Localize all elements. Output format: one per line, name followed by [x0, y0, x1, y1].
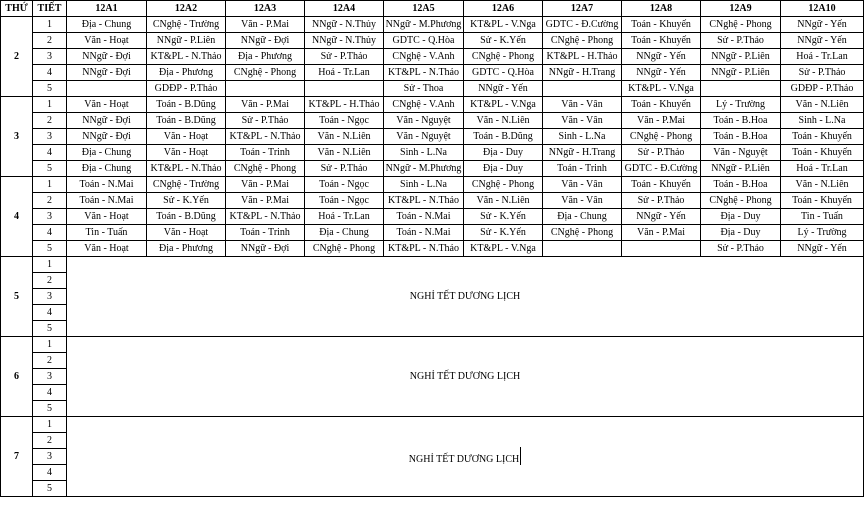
lesson-cell — [622, 241, 701, 257]
lesson-cell: NNgữ - H.Trang — [543, 145, 622, 161]
period-number: 4 — [33, 65, 67, 81]
lesson-cell: NNgữ - Đợi — [67, 65, 147, 81]
lesson-cell: Toán - N.Mai — [67, 177, 147, 193]
lesson-cell: Tin - Tuấn — [67, 225, 147, 241]
period-number: 3 — [33, 49, 67, 65]
lesson-cell: Sử - K.Yến — [464, 209, 543, 225]
lesson-cell: Văn - Hoạt — [67, 241, 147, 257]
period-number: 5 — [33, 401, 67, 417]
lesson-cell: Hoá - Tr.Lan — [305, 209, 384, 225]
table-row — [1, 225, 864, 241]
lesson-cell: KT&PL - H.Thảo — [305, 97, 384, 113]
lesson-cell: NNgữ - N.Thủy — [305, 17, 384, 33]
lesson-cell: Địa - Phương — [147, 65, 226, 81]
table-row — [1, 113, 864, 129]
period-number: 1 — [33, 417, 67, 433]
table-row — [1, 65, 864, 81]
table-row — [1, 177, 864, 193]
period-number: 2 — [33, 433, 67, 449]
lesson-cell: CNghệ - V.Anh — [384, 97, 464, 113]
period-number: 4 — [33, 145, 67, 161]
period-number: 3 — [33, 449, 67, 465]
day-label: 2 — [1, 17, 33, 97]
lesson-cell: CNghệ - Phong — [622, 129, 701, 145]
lesson-cell: Toán - Ngọc — [305, 177, 384, 193]
lesson-cell: Toán - N.Mai — [384, 209, 464, 225]
table-row — [1, 209, 864, 225]
lesson-cell: Toán - B.Dũng — [464, 129, 543, 145]
lesson-cell: CNghệ - Phong — [464, 49, 543, 65]
lesson-cell: Văn - Vân — [543, 193, 622, 209]
lesson-cell: KT&PL - N.Thảo — [384, 241, 464, 257]
period-number: 5 — [33, 161, 67, 177]
lesson-cell: CNghệ - Trường — [147, 177, 226, 193]
lesson-cell: NNgữ - Yến — [622, 49, 701, 65]
lesson-cell: CNghệ - Phong — [226, 65, 305, 81]
class-header: 12A3 — [226, 1, 305, 17]
lesson-cell: Toán - Trinh — [226, 145, 305, 161]
day-label: 5 — [1, 257, 33, 337]
day-label: 3 — [1, 97, 33, 177]
table-row — [1, 17, 864, 33]
lesson-cell: NNgữ - M.Phương — [384, 17, 464, 33]
lesson-cell: CNghệ - Phong — [226, 161, 305, 177]
lesson-cell: Toán - Ngọc — [305, 113, 384, 129]
lesson-cell: Văn - Hoạt — [67, 33, 147, 49]
lesson-cell: GDTC - Đ.Cường — [543, 17, 622, 33]
lesson-cell: Sinh - L.Na — [781, 113, 864, 129]
table-row — [1, 81, 864, 97]
lesson-cell: NNgữ - Yến — [781, 17, 864, 33]
class-header: 12A4 — [305, 1, 384, 17]
lesson-cell: Sử - Thoa — [384, 81, 464, 97]
lesson-cell: Văn - Hoạt — [147, 225, 226, 241]
lesson-cell: Sử - P.Thảo — [622, 193, 701, 209]
table-row — [1, 97, 864, 113]
lesson-cell: Văn - Hoạt — [67, 97, 147, 113]
lesson-cell: Lý - Trường — [781, 225, 864, 241]
lesson-cell: Sử - P.Thảo — [226, 113, 305, 129]
lesson-cell: Văn - P.Mai — [226, 17, 305, 33]
lesson-cell: KT&PL - N.Thảo — [384, 65, 464, 81]
lesson-cell: Sinh - L.Na — [543, 129, 622, 145]
class-header: 12A6 — [464, 1, 543, 17]
class-header: 12A10 — [781, 1, 864, 17]
lesson-cell: Toán - Khuyến — [622, 177, 701, 193]
lesson-cell: Toán - B.Hoa — [701, 113, 781, 129]
lesson-cell: Toán - Khuyến — [622, 33, 701, 49]
lesson-cell: Văn - Nguyệt — [384, 129, 464, 145]
lesson-cell: Toán - Khuyến — [622, 17, 701, 33]
lesson-cell: Sử - P.Thảo — [305, 49, 384, 65]
period-number: 3 — [33, 369, 67, 385]
class-header: 12A1 — [67, 1, 147, 17]
lesson-cell — [543, 241, 622, 257]
lesson-cell: Văn - N.Liên — [464, 193, 543, 209]
text-cursor — [520, 447, 521, 465]
period-number: 4 — [33, 305, 67, 321]
period-number: 1 — [33, 97, 67, 113]
header-row — [1, 1, 864, 17]
period-number: 3 — [33, 209, 67, 225]
period-number: 1 — [33, 257, 67, 273]
lesson-cell: NNgữ - Đợi — [67, 129, 147, 145]
lesson-cell: Văn - Hoạt — [147, 129, 226, 145]
lesson-cell: Địa - Chung — [67, 17, 147, 33]
lesson-cell: CNghệ - Phong — [543, 33, 622, 49]
lesson-cell: NNgữ - P.Liên — [701, 49, 781, 65]
timetable-body — [1, 17, 864, 497]
lesson-cell: Văn - P.Mai — [226, 97, 305, 113]
lesson-cell: Sử - P.Thảo — [781, 65, 864, 81]
lesson-cell: Hoá - Tr.Lan — [781, 161, 864, 177]
lesson-cell: Địa - Duy — [464, 161, 543, 177]
lesson-cell: NNgữ - Đợi — [67, 49, 147, 65]
lesson-cell: NNgữ - H.Trang — [543, 65, 622, 81]
period-number: 2 — [33, 33, 67, 49]
lesson-cell — [305, 81, 384, 97]
table-row — [1, 193, 864, 209]
lesson-cell: Văn - N.Liên — [781, 177, 864, 193]
lesson-cell: Toán - Khuyến — [781, 193, 864, 209]
holiday-notice — [67, 257, 864, 337]
lesson-cell: Văn - Vân — [543, 97, 622, 113]
lesson-cell: Địa - Chung — [305, 225, 384, 241]
lesson-cell: Toán - B.Hoa — [701, 129, 781, 145]
lesson-cell: Toán - B.Hoa — [701, 177, 781, 193]
lesson-cell: NNgữ - Yến — [464, 81, 543, 97]
table-row — [1, 337, 864, 353]
lesson-cell: NNgữ - Yến — [781, 33, 864, 49]
lesson-cell: Văn - Nguyệt — [384, 113, 464, 129]
table-row — [1, 241, 864, 257]
period-number: 5 — [33, 321, 67, 337]
holiday-text: NGHỈ TẾT DƯƠNG LỊCH — [409, 291, 521, 302]
lesson-cell: CNghệ - Phong — [305, 241, 384, 257]
lesson-cell: KT&PL - V.Nga — [464, 97, 543, 113]
lesson-cell — [543, 81, 622, 97]
lesson-cell: Văn - N.Liên — [305, 129, 384, 145]
lesson-cell: Hoá - Tr.Lan — [305, 65, 384, 81]
period-number: 5 — [33, 81, 67, 97]
lesson-cell: Sử - P.Thảo — [305, 161, 384, 177]
lesson-cell: KT&PL - N.Thảo — [226, 129, 305, 145]
lesson-cell: Văn - P.Mai — [622, 113, 701, 129]
lesson-cell: CNghệ - Trường — [147, 17, 226, 33]
lesson-cell: CNghệ - Phong — [543, 225, 622, 241]
lesson-cell: Địa - Phương — [226, 49, 305, 65]
lesson-cell: Sử - K.Yến — [147, 193, 226, 209]
period-number: 1 — [33, 177, 67, 193]
lesson-cell: Văn - Hoạt — [147, 145, 226, 161]
period-number: 3 — [33, 129, 67, 145]
lesson-cell: KT&PL - N.Thảo — [147, 49, 226, 65]
lesson-cell: Văn - Vân — [543, 177, 622, 193]
period-number: 2 — [33, 273, 67, 289]
lesson-cell: Toán - Trinh — [543, 161, 622, 177]
lesson-cell: GDĐP - P.Thảo — [147, 81, 226, 97]
period-number: 5 — [33, 241, 67, 257]
table-row — [1, 161, 864, 177]
lesson-cell: Văn - N.Liên — [464, 113, 543, 129]
lesson-cell: Toán - Trinh — [226, 225, 305, 241]
lesson-cell: Địa - Duy — [464, 145, 543, 161]
lesson-cell — [701, 81, 781, 97]
lesson-cell: KT&PL - N.Thảo — [147, 161, 226, 177]
lesson-cell: Sử - P.Thảo — [701, 33, 781, 49]
lesson-cell: Địa - Chung — [543, 209, 622, 225]
table-row — [1, 33, 864, 49]
lesson-cell: Sử - K.Yến — [464, 225, 543, 241]
lesson-cell: Sinh - L.Na — [384, 145, 464, 161]
lesson-cell: KT&PL - N.Thảo — [384, 193, 464, 209]
lesson-cell: CNghệ - Phong — [464, 177, 543, 193]
holiday-text: NGHỈ TẾT DƯƠNG LỊCH — [409, 371, 521, 382]
class-header: 12A5 — [384, 1, 464, 17]
class-header: 12A7 — [543, 1, 622, 17]
day-label: 7 — [1, 417, 33, 497]
table-row — [1, 49, 864, 65]
lesson-cell: KT&PL - V.Nga — [622, 81, 701, 97]
lesson-cell: Toán - Khuyến — [781, 145, 864, 161]
lesson-cell: NNgữ - Yến — [622, 209, 701, 225]
lesson-cell: Sử - K.Yến — [464, 33, 543, 49]
lesson-cell: Văn - P.Mai — [226, 193, 305, 209]
lesson-cell: Sử - P.Thảo — [701, 241, 781, 257]
lesson-cell: Toán - N.Mai — [384, 225, 464, 241]
period-number: 4 — [33, 385, 67, 401]
table-row — [1, 145, 864, 161]
lesson-cell: Toán - Khuyến — [622, 97, 701, 113]
holiday-notice — [67, 417, 864, 497]
lesson-cell: Toán - N.Mai — [67, 193, 147, 209]
lesson-cell: KT&PL - N.Thảo — [226, 209, 305, 225]
class-header: 12A2 — [147, 1, 226, 17]
lesson-cell: GDTC - Đ.Cường — [622, 161, 701, 177]
lesson-cell: NNgữ - P.Liên — [701, 161, 781, 177]
lesson-cell: Tin - Tuấn — [781, 209, 864, 225]
holiday-text: NGHỈ TẾT DƯƠNG LỊCH — [408, 453, 520, 465]
day-column-header: THỨ — [1, 1, 33, 17]
lesson-cell: GDTC - Q.Hòa — [464, 65, 543, 81]
lesson-cell: NNgữ - Yến — [622, 65, 701, 81]
period-number: 4 — [33, 225, 67, 241]
lesson-cell: NNgữ - M.Phương — [384, 161, 464, 177]
holiday-notice — [67, 337, 864, 417]
lesson-cell: Địa - Phương — [147, 241, 226, 257]
lesson-cell: GDĐP - P.Thảo — [781, 81, 864, 97]
lesson-cell: NNgữ - Đợi — [226, 33, 305, 49]
lesson-cell: Văn - P.Mai — [622, 225, 701, 241]
lesson-cell: KT&PL - V.Nga — [464, 17, 543, 33]
period-column-header: TIẾT — [33, 1, 67, 17]
table-row — [1, 417, 864, 433]
lesson-cell: CNghệ - V.Anh — [384, 49, 464, 65]
lesson-cell — [67, 81, 147, 97]
lesson-cell — [226, 81, 305, 97]
lesson-cell: Văn - Hoạt — [67, 209, 147, 225]
lesson-cell: Toán - Khuyến — [781, 129, 864, 145]
lesson-cell: CNghệ - Phong — [701, 17, 781, 33]
period-number: 4 — [33, 465, 67, 481]
lesson-cell: Văn - Nguyệt — [701, 145, 781, 161]
table-row — [1, 129, 864, 145]
lesson-cell: GDTC - Q.Hòa — [384, 33, 464, 49]
lesson-cell: Văn - Vân — [543, 113, 622, 129]
lesson-cell: Sử - P.Thảo — [622, 145, 701, 161]
period-number: 5 — [33, 481, 67, 497]
lesson-cell: NNgữ - Đợi — [226, 241, 305, 257]
period-number: 2 — [33, 193, 67, 209]
lesson-cell: Văn - P.Mai — [226, 177, 305, 193]
lesson-cell: NNgữ - Yến — [781, 241, 864, 257]
lesson-cell: KT&PL - V.Nga — [464, 241, 543, 257]
lesson-cell: Địa - Chung — [67, 161, 147, 177]
lesson-cell: Toán - B.Dũng — [147, 209, 226, 225]
lesson-cell: CNghệ - Phong — [701, 193, 781, 209]
day-label: 4 — [1, 177, 33, 257]
lesson-cell: NNgữ - P.Liên — [147, 33, 226, 49]
lesson-cell: Địa - Duy — [701, 225, 781, 241]
lesson-cell: KT&PL - H.Thảo — [543, 49, 622, 65]
lesson-cell: NNgữ - Đợi — [67, 113, 147, 129]
lesson-cell: Hoá - Tr.Lan — [781, 49, 864, 65]
class-header: 12A8 — [622, 1, 701, 17]
lesson-cell: Lý - Trường — [701, 97, 781, 113]
class-header: 12A9 — [701, 1, 781, 17]
lesson-cell: Toán - Ngọc — [305, 193, 384, 209]
lesson-cell: NNgữ - P.Liên — [701, 65, 781, 81]
period-number: 2 — [33, 353, 67, 369]
period-number: 1 — [33, 17, 67, 33]
lesson-cell: Toán - B.Dũng — [147, 97, 226, 113]
lesson-cell: Sinh - L.Na — [384, 177, 464, 193]
period-number: 3 — [33, 289, 67, 305]
day-label: 6 — [1, 337, 33, 417]
period-number: 1 — [33, 337, 67, 353]
table-row — [1, 257, 864, 273]
lesson-cell: Văn - N.Liên — [781, 97, 864, 113]
lesson-cell: Địa - Duy — [701, 209, 781, 225]
period-number: 2 — [33, 113, 67, 129]
lesson-cell: NNgữ - N.Thủy — [305, 33, 384, 49]
lesson-cell: Địa - Chung — [67, 145, 147, 161]
lesson-cell: Văn - N.Liên — [305, 145, 384, 161]
lesson-cell: Toán - B.Dũng — [147, 113, 226, 129]
